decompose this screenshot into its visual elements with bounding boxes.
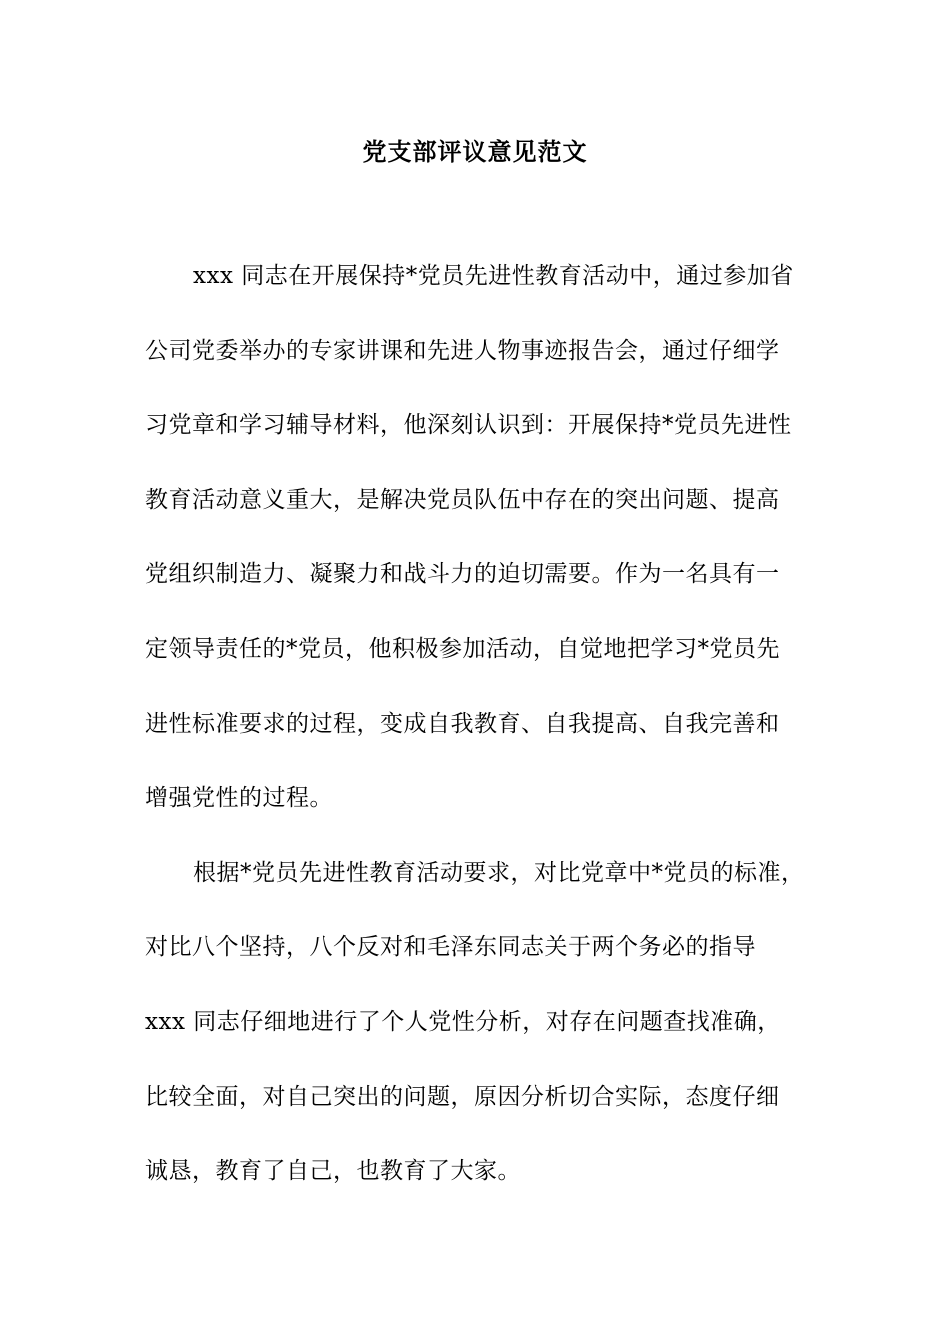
paragraph-1-line-6: 定领导责任的*党员，他积极参加活动，自觉地把学习*党员先 bbox=[145, 635, 780, 662]
paragraph-2-line-4: 比较全面，对自己突出的问题，原因分析切合实际，态度仔细 bbox=[145, 1083, 780, 1110]
paragraph-2-line-2: 对比八个坚持，八个反对和毛泽东同志关于两个务必的指导 bbox=[145, 934, 756, 961]
paragraph-2-line-1: 根据*党员先进性教育活动要求，对比党章中*党员的标准， bbox=[193, 859, 805, 886]
document-title: 党支部评议意见范文 bbox=[362, 137, 588, 166]
paragraph-2-line-3: xxx 同志仔细地进行了个人党性分析，对存在问题查找准确， bbox=[145, 1008, 781, 1035]
paragraph-1-line-2: 公司党委举办的专家讲课和先进人物事迹报告会，通过仔细学 bbox=[145, 337, 780, 364]
paragraph-1-line-4: 教育活动意义重大，是解决党员队伍中存在的突出问题、提高 bbox=[145, 486, 780, 513]
paragraph-2-line-5: 诚恳，教育了自己，也教育了大家。 bbox=[145, 1158, 521, 1185]
paragraph-1-line-8: 增强党性的过程。 bbox=[145, 785, 333, 812]
paragraph-1-line-3: 习党章和学习辅导材料，他深刻认识到：开展保持*党员先进性 bbox=[145, 412, 792, 439]
paragraph-1-line-1: xxx 同志在开展保持*党员先进性教育活动中，通过参加省 bbox=[193, 263, 794, 289]
document-body bbox=[145, 252, 835, 1222]
paragraph-1-line-5: 党组织制造力、凝聚力和战斗力的迫切需要。作为一名具有一 bbox=[145, 561, 780, 588]
paragraph-1-line-7: 进性标准要求的过程，变成自我教育、自我提高、自我完善和 bbox=[145, 710, 780, 737]
